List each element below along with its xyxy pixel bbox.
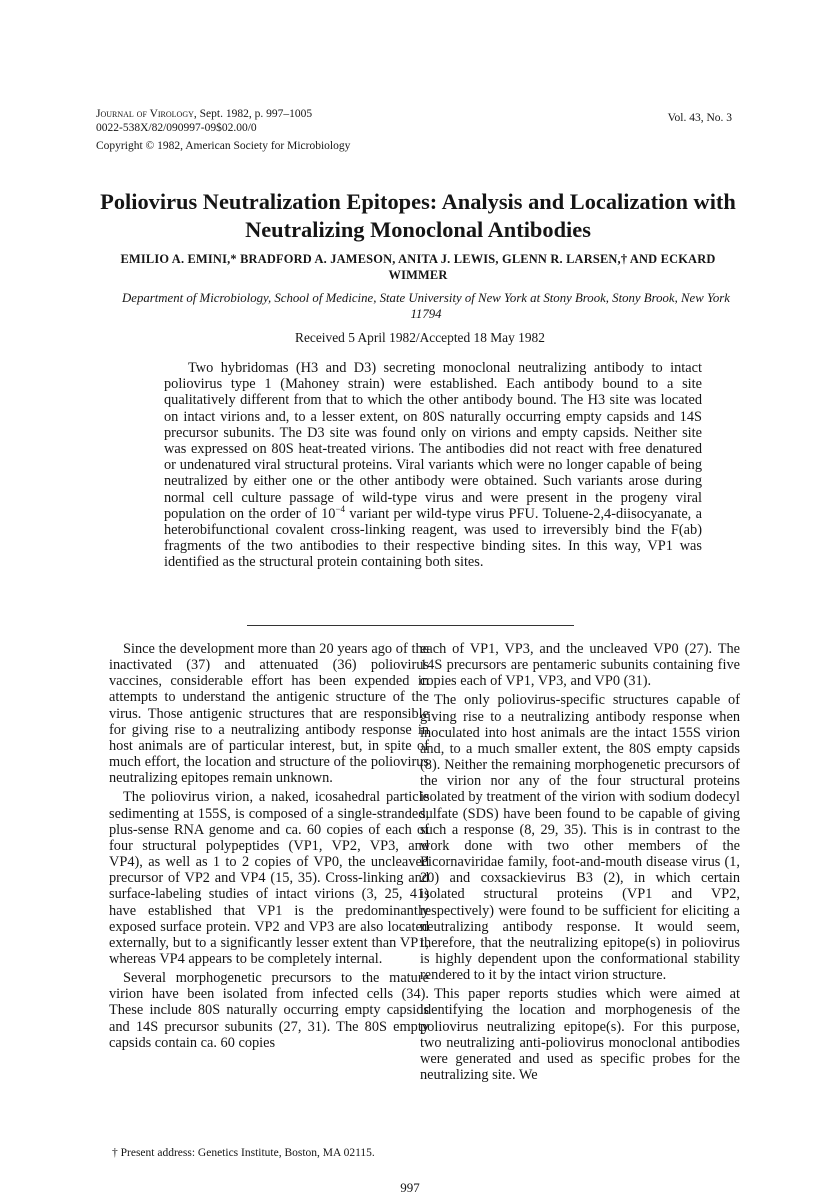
body-paragraph: Several morphogenetic precursors to the mature virion have been isolated from infected cells (34). These include 80S naturally occurring empty capsids and 14S precursor subunits (27, 31). The 80S empty capsids contain ca. 60 copies: [109, 970, 429, 1051]
abstract: [164, 360, 702, 571]
doi-code: 0022-538X/82/090997-09$02.00/0: [96, 122, 257, 134]
affiliation: Department of Microbiology, School of Medicine, State University of New York at Stony Brook, Stony Brook, New York 11794: [122, 291, 730, 321]
body-paragraph: The only poliovirus-specific structures capable of giving rise to a neutralizing antibody response when inoculated into host animals are the intact 155S virion and, to a much smaller extent, the 80S empty capsids (8). Neither the remaining morphogenetic precursors of the virion nor any of the four structural proteins isolated by treatment of the virion with sodium dodecyl sulfate (SDS) have been found to be capable of giving such a response (8, 29, 35). This is in contrast to the work done with two other members of the Picornaviridae family, foot-and-mouth disease virus (1, 20) and coxsackievirus B3 (2), in which certain isolated structural proteins (VP1 and VP2, respectively) were found to be sufficient for eliciting a neutralizing antibody response. It would seem, therefore, that the neutralizing epitope(s) in poliovirus is highly dependent upon the conformational stability rendered to it by the intact virion structure.: [420, 692, 740, 984]
abstract-text-continued: variant per wild-type virus PFU. Toluene-2,4-diisocyanate, a heterobifunctional covalent cross-linking reagent, was used to irreversibly bind the F(ab) fragments of the two antibodies to their respective binding sites. In this way, VP1 was identified as the structural protein containing both sites.: [164, 505, 702, 571]
body-paragraph: each of VP1, VP3, and the uncleaved VP0 (27). The 14S precursors are pentameric subunits containing five copies each of VP1, VP3, and VP0 (31).: [420, 641, 740, 690]
body-column-right: [420, 641, 740, 1083]
author-list: EMILIO A. EMINI,* BRADFORD A. JAMESON, ANITA J. LEWIS, GLENN R. LARSEN,† AND ECKARD WIMMER: [120, 252, 716, 282]
abstract-exponent: −4: [335, 504, 346, 515]
body-column-left: [109, 641, 429, 1051]
footnote: † Present address: Genetics Institute, Boston, MA 02115.: [112, 1147, 375, 1159]
section-divider: [247, 625, 574, 626]
journal-citation: [96, 107, 312, 121]
received-date: Received 5 April 1982/Accepted 18 May 1982: [295, 330, 545, 345]
journal-name: Journal of Virology: [96, 108, 194, 120]
body-paragraph: The poliovirus virion, a naked, icosahedral particle sedimenting at 155S, is composed of a single-stranded, plus-sense RNA genome and ca. 60 copies of each of four structural polypeptides (VP1, VP2, VP3, and VP4), as well as 1 to 2 copies of VP0, the uncleaved precursor of VP2 and VP4 (15, 35). Cross-linking and surface-labeling studies of intact virions (3, 25, 41) have established that VP1 is the predominantly exposed surface protein. VP2 and VP3 are also located externally, but to a significantly lesser extent than VP1, whereas VP4 appears to be completely internal.: [109, 789, 429, 967]
body-paragraph: Since the development more than 20 years ago of the inactivated (37) and attenuated (36) poliovirus vaccines, considerable effort has been expended in attempts to understand the antigenic structure of the virus. Those antigenic structures that are responsible for giving rise to a neutralizing antibody response in host animals are of particular interest, but, in spite of much effort, the location and structure of the poliovirus neutralizing epitopes remain unknown.: [109, 641, 429, 787]
abstract-text: Two hybridomas (H3 and D3) secreting monoclonal neutralizing antibody to intact poliovirus type 1 (Mahoney strain) were established. Each antibody bound to a site qualitatively different from that to which the other antibody bound. The H3 site was located on intact virions and, to a lesser extent, on 80S naturally occurring empty capsids and 14S precursor subunits. The D3 site was found only on virions and empty capsids. Neither site was expressed on 80S heat-treated virions. The antibodies did not react with free denatured or undenatured viral structural proteins. Viral variants which were no longer capable of being neutralized by either one or the other antibody were obtained. Such variants arose during normal cell culture passage of wild-type virus and were present in the progeny viral population on the order of 10: [164, 360, 702, 522]
copyright-line: Copyright © 1982, American Society for Microbiology: [96, 140, 351, 152]
journal-issue: , Sept. 1982, p. 997–1005: [193, 108, 313, 120]
article-title: Poliovirus Neutralization Epitopes: Analysis and Localization with Neutralizing Monoclonal Antibodies: [100, 189, 736, 242]
body-paragraph: This paper reports studies which were aimed at identifying the location and morphogenesis of the poliovirus neutralizing epitope(s). For this purpose, two neutralizing anti-poliovirus monoclonal antibodies were generated and used as specific probes for the neutralizing site. We: [420, 986, 740, 1084]
volume-number: Vol. 43, No. 3: [667, 112, 732, 124]
page-number: 997: [400, 1180, 420, 1195]
